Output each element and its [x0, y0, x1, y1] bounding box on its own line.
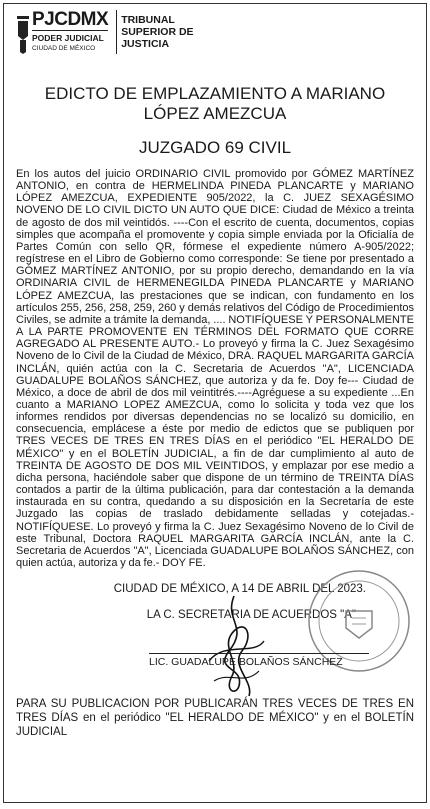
document-title: EDICTO DE EMPLAZAMIENTO A MARIANO LÓPEZ AMEZCUA: [44, 84, 386, 123]
pjcdmx-logo: [16, 10, 108, 54]
logo-main-text: PJCDMX: [32, 9, 109, 30]
tribunal-line: JUSTICIA: [121, 38, 170, 50]
logo-city: CIUDAD DE MÉXICO: [32, 45, 96, 52]
edict-body: En los autos del juicio ORDINARIO CIVIL promovido por GÓMEZ MARTÍNEZ ANTONIO, en contra de HERMELINDA PINEDA PLANCARTE y MARIANO LÓPEZ AMEZCUA, EXPEDIENTE 905/2022, la C. JUEZ SEXAGÉSIMO NOVENO DE LO CIVIL DICTO UN AUTO QUE DICE: Ciudad de México a treinta de agosto de dos mil veintidós. ----Con el escrito de cuenta, documentos, copias simples que acompaña el promovente y copia simple enviada por la Oficialía de Partes Común con sello QR, fórmese el expediente número A-905/2022; regístrese en el Libro de Gobierno como corresponde: Se tiene por presentado a GÓMEZ MARTÍNEZ ANTONIO, por su propio derecho, demandando en la vía ORDINARIA CIVIL de HERMENEGILDA PINEDA PLANCARTE y MARIANO LÓPEZ AMEZCUA, las prestaciones que se indican, con fundamento en los artículos 255, 256, 258, 259, 260 y demás relativos del Código de Procedimientos Civiles, se admite a trámite la demanda, .... NOTIFÍQUESE Y PERSONALMENTE A LA PARTE PROMOVENTE EN TÉRMINOS DEL FORMATO QUE CORRE AGREGADO AL PRESENTE AUTO.- Lo proveyó y firma la C. Juez Sexagésimo Noveno de lo Civil de la Ciudad de México, DRA. RAQUEL MARGARITA GARCÍA INCLÁN, quién actúa con la C. Secretaria de Acuerdos "A", LICENCIADA GUADALUPE BOLAÑOS SÁNCHEZ, que autoriza y da fe. Doy fe--- Ciudad de México, a doce de abril de dos mil veintitrés.----Agréguese a su expediente ...En cuanto a MARIANO LOPEZ AMEZCUA, como lo solicita y toda vez que los informes rendidos por diversas dependencias no se localizó su domicilio, en consecuencia, emplácese a éste por medio de edictos que se publiquen por TRES VECES DE TRES EN TRES DÍAS en el periódico "EL HERALDO DE MÉXICO" y en el BOLETÍN JUDICIAL, a fin de dar cumplimiento al auto de TREINTA DE AGOSTO DE DOS MIL VEINTIDOS, y emplazar por ese medio a dicha persona, haciéndole saber que dispone de un término de TREINTA DÍAS contados a partir de la última publicación, para dar contestación a la demanda instaurada en su contra, quedando a su disposición en la Secretaría de este Juzgado las copias de traslado debidamente selladas y cotejadas.- NOTIFÍQUESE. Lo proveyó y firma la C. Juez Sexagésimo Noveno de lo Civil de este Tribunal, Doctora RAQUEL MARGARITA GARCÍA INCLÁN, ante la C. Secretaria de Acuerdos "A", Licenciada GUADALUPE BOLAÑOS SÁNCHEZ, con quien actúa, autoriza y da fe.- DOY FE.: [16, 168, 414, 569]
publication-footer: PARA SU PUBLICACION POR PUBLICARÁN TRES VECES DE TRES EN TRES DÍAS en el periódico "EL HERALDO DE MÉXICO" y en el BOLETÍN JUDICIAL: [16, 698, 414, 739]
logo-subtitle: PODER JUDICIAL: [32, 33, 104, 43]
city-date: CIUDAD DE MÉXICO, A 14 DE ABRIL DEL 2023.: [113, 583, 366, 596]
edict-page: [3, 3, 427, 803]
secretary-title: LA C. SECRETARIA DE ACUERDOS "A": [146, 609, 356, 622]
tribunal-line: SUPERIOR DE: [121, 26, 194, 38]
emblem-icon: [16, 16, 30, 54]
signature-icon: [194, 591, 274, 701]
signatory-name: LIC. GUADALUPE BOLAÑOS SÁNCHEZ: [149, 653, 369, 668]
signature-area: [4, 621, 426, 671]
tribunal-line: TRIBUNAL: [121, 14, 175, 26]
header: [4, 4, 426, 70]
tribunal-name: [116, 10, 193, 54]
court-name: JUZGADO 69 CIVIL: [138, 138, 292, 157]
